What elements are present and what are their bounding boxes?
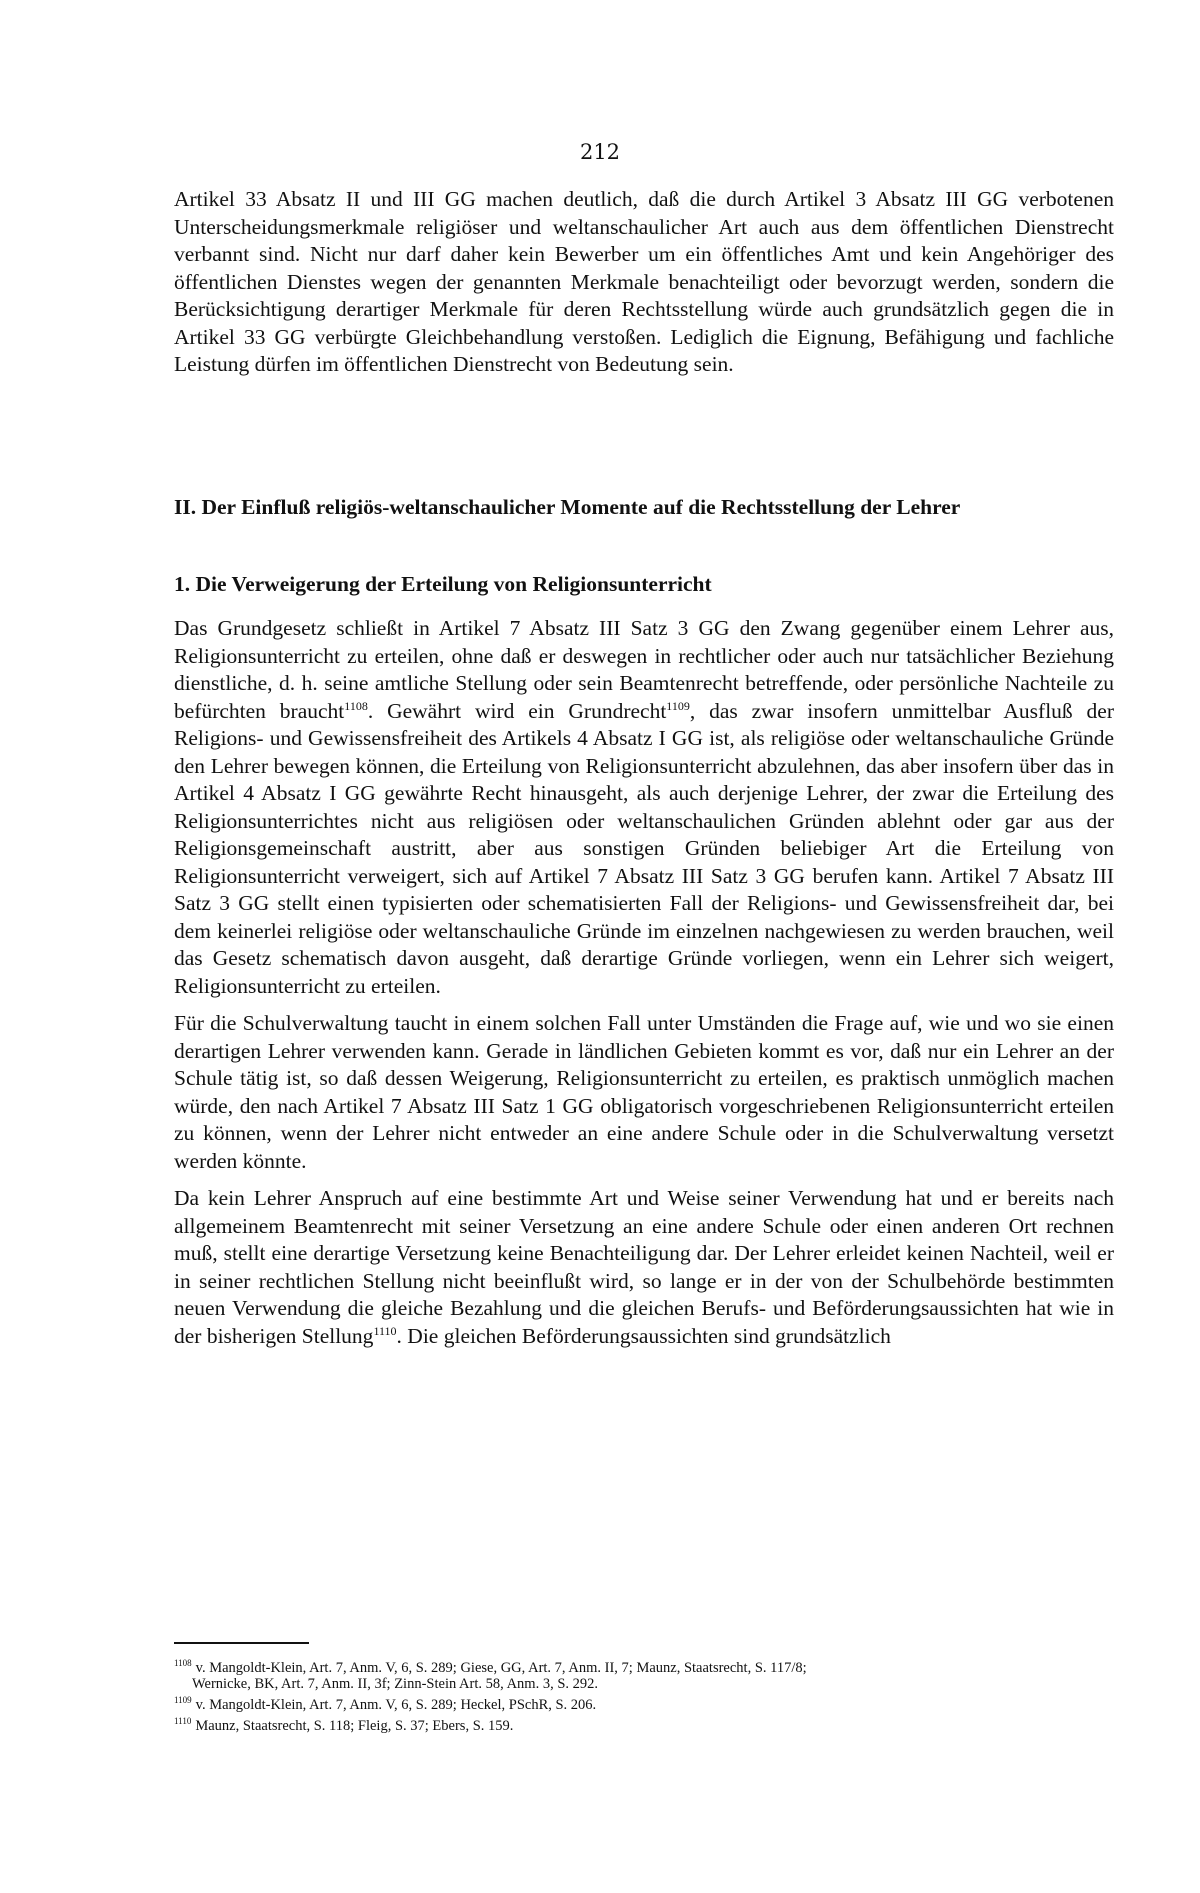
intro-section (174, 186, 1114, 389)
footnote-divider (174, 1642, 309, 1644)
footnote-text: Maunz, Staatsrecht, S. 118; Fleig, S. 37; Ebers, S. 159. (195, 1717, 514, 1734)
footnotes (174, 1655, 1114, 1733)
footnote-text: v. Mangoldt-Klein, Art. 7, Anm. V, 6, S. 289; Giese, GG, Art. 7, Anm. II, 7; Maunz, Staatsrecht, S. 117/8; (195, 1659, 807, 1676)
subsection-heading: 1. Die Verweigerung der Erteilung von Religionsunterricht (174, 572, 712, 596)
body-paragraph-3-part-b: . Die gleichen Beförderungsaussichten sind grundsätzlich (396, 1323, 891, 1348)
footnote-ref-1109: 1109 (666, 698, 690, 713)
page-number: 212 (579, 140, 621, 164)
body-paragraph-3-part-a: Da kein Lehrer Anspruch auf eine bestimmte Art und Weise seiner Verwendung hat und er bereits nach allgemeinem Beamtenrecht mit seiner Versetzung an eine andere Schule oder einen anderen Ort rechnen muß, stellt eine derartige Versetzung keine Benachteiligung dar. Der Lehrer erleidet keinen Nachteil, weil er in seiner rechtlichen Stellung nicht beeinflußt wird, so lange er in der von der Schulbehörde bestimmten neuen Verwendung die gleiche Bezahlung und die gleichen Berufs- und Beförderungsaussichten hat wie in der bisherigen Stellung (174, 1186, 1114, 1348)
body-section (174, 615, 1114, 1360)
footnote-ref-1110: 1110 (373, 1323, 397, 1338)
footnote-ref-1108: 1108 (344, 698, 368, 713)
body-paragraph-2: Für die Schulverwaltung taucht in einem solchen Fall unter Umständen die Frage auf, wie und wo sie einen derartigen Lehrer verwenden kann. Gerade in ländlichen Gebieten kommt es vor, daß nur ein Lehrer an der Schule tätig ist, so daß dessen Weigerung, Religionsunterricht zu erteilen, es praktisch unmöglich machen würde, den nach Artikel 7 Absatz III Satz 1 GG obligatorisch vorgeschriebenen Religionsunterricht erteilen zu können, wenn der Lehrer nicht entweder an eine andere Schule oder in die Schulverwaltung versetzt werden könnte. (174, 1011, 1114, 1173)
footnote-mark: 1110 (174, 1715, 192, 1726)
footnote-text: v. Mangoldt-Klein, Art. 7, Anm. V, 6, S. 289; Heckel, PSchR, S. 206. (195, 1696, 597, 1713)
intro-paragraph: Artikel 33 Absatz II und III GG machen deutlich, daß die durch Artikel 3 Absatz III GG verbotenen Unterscheidungsmerkmale religiöser und weltanschaulicher Art auch aus dem öffentlichen Dienstrecht verbannt sind. Nicht nur darf daher kein Bewerber um ein öffentliches Amt und kein Angehöriger des öffentlichen Dienstes wegen der genannten Merkmale benachteiligt oder bevorzugt werden, sondern die Berücksichtigung derartiger Merkmale für deren Rechtsstellung würde auch grundsätzlich gegen die in Artikel 33 GG verbürgte Gleichbehandlung verstoßen. Lediglich die Eignung, Befähigung und fachliche Leistung dürfen im öffentlichen Dienstrecht von Bedeutung sein. (174, 187, 1114, 376)
footnote-1108 (174, 1655, 1114, 1676)
footnote-1108-continued (174, 1676, 1114, 1692)
footnote-1109 (174, 1692, 1114, 1713)
footnote-text: Wernicke, BK, Art. 7, Anm. II, 3f; Zinn-Stein Art. 58, Anm. 3, S. 292. (192, 1675, 599, 1692)
body-paragraph-3 (174, 1185, 1114, 1350)
body-paragraph-1-part-b: . Gewährt wird ein Grundrecht (367, 698, 667, 723)
footnote-mark: 1109 (174, 1694, 192, 1705)
body-paragraph-1-part-a: Das Grundgesetz schließt in Artikel 7 Absatz III Satz 3 GG den Zwang gegenüber einem Lehrer aus, Religionsunterricht zu erteilen, ohne daß er deswegen in rechtlicher oder auch nur tatsächlicher Beziehung dienstliche, d. h. seine amtliche Stellung oder sein Beamtenrecht betreffende, oder persönliche Nachteile zu befürchten braucht (174, 616, 1114, 723)
section-heading: II. Der Einfluß religiös-weltanschaulicher Momente auf die Rechtsstellung der Lehrer (174, 495, 961, 519)
body-paragraph-1 (174, 615, 1114, 1000)
footnote-1110 (174, 1713, 1114, 1734)
footnote-mark: 1108 (174, 1658, 192, 1668)
body-paragraph-1-part-c: , das zwar insofern unmittelbar Ausfluß der Religions- und Gewissensfreiheit des Artikels 4 Absatz I GG ist, als religiöse oder weltanschauliche Gründe den Lehrer bewegen können, die Erteilung von Religionsunterricht abzulehnen, das aber insofern über das in Artikel 4 Absatz I GG gewährte Recht hinausgeht, als auch derjenige Lehrer, der zwar die Erteilung des Religionsunterrichtes nicht aus religiösen oder weltanschaulichen Gründen ablehnt oder gar aus der Religionsgemeinschaft austritt, aber aus sonstigen Gründen beliebiger Art die Erteilung von Religionsunterricht verweigert, sich auf Artikel 7 Absatz III Satz 3 GG berufen kann. Artikel 7 Absatz III Satz 3 GG stellt einen typisierten oder schematisierten Fall der Religions- und Gewissensfreiheit dar, bei dem keinerlei religiöse oder weltanschauliche Gründe im einzelnen nachgewiesen zu werden brauchen, weil das Gesetz schematisch davon ausgeht, daß derartige Gründe vorliegen, wenn ein Lehrer sich weigert, Religionsunterricht zu erteilen. (174, 698, 1114, 998)
